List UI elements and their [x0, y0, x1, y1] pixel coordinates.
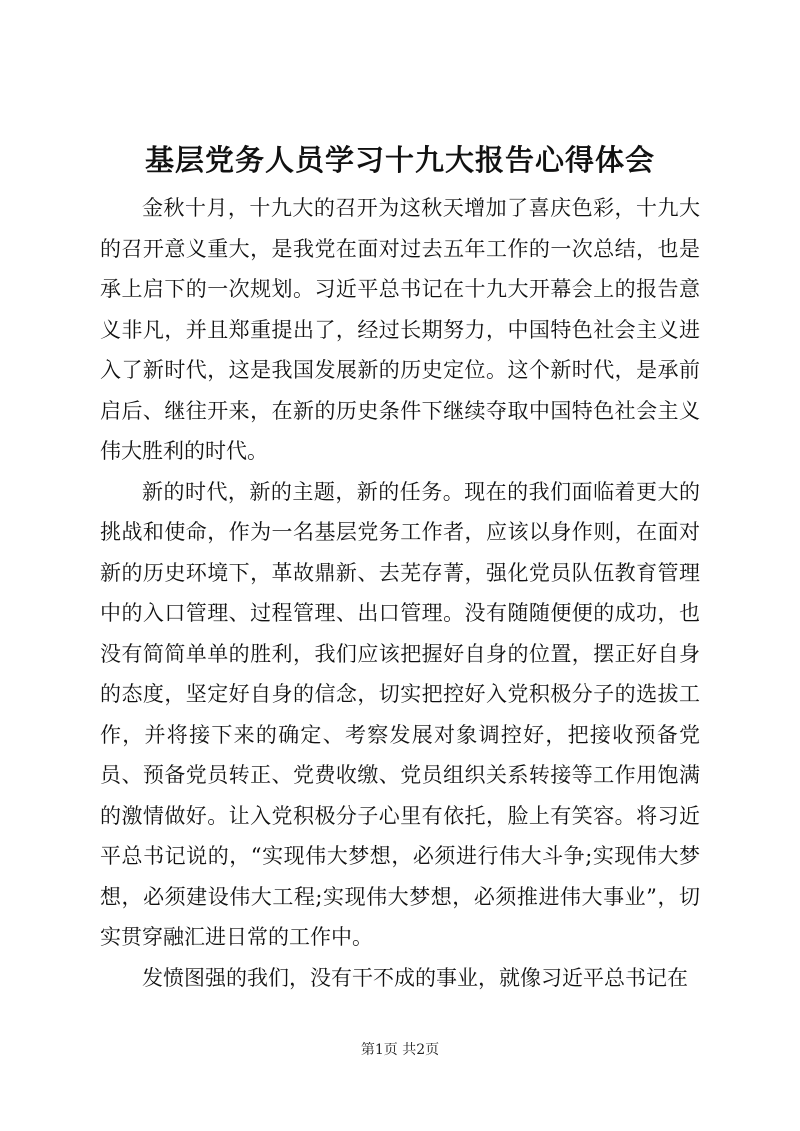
paragraph-3: 发愤图强的我们，没有干不成的事业，就像习近平总书记在	[142, 965, 688, 990]
paragraph-1: 金秋十月，十九大的召开为这秋天增加了喜庆色彩，十九大的召开意义重大，是我党在面对过去五年工作的一次总结，也是承上启下的一次规划。习近平总书记在十九大开幕会上的报告意义非凡，并且郑重提出了，经过长期努力，中国特色社会主义进入了新时代，这是我国发展新的历史定位。这个新时代，是承前启后、继往开来，在新的历史条件下继续夺取中国特色社会主义伟大胜利的时代。	[100, 196, 700, 463]
paragraph-2: 新的时代，新的主题，新的任务。现在的我们面临着更大的挑战和使命，作为一名基层党务工作者，应该以身作则，在面对新的历史环境下，革故鼎新、去芜存菁，强化党员队伍教育管理中的入口管理、过程管理、出口管理。没有随随便便的成功，也没有简简单单的胜利，我们应该把握好自身的位置，摆正好自身的态度，坚定好自身的信念，切实把控好入党积极分子的选拔工作，并将接下来的确定、考察发展对象调控好，把接收预备党员、预备党员转正、党费收缴、党员组织关系转接等工作用饱满的激情做好。让入党积极分子心里有依托，脸上有笑容。将习近平总书记说的，“实现伟大梦想，必须进行伟大斗争;实现伟大梦想，必须建设伟大工程;实现伟大梦想，必须推进伟大事业”，切实贯穿融汇进日常的工作中。	[100, 479, 700, 949]
document-title: 基层党务人员学习十九大报告心得体会	[144, 143, 655, 177]
page-footer: 第1页 共2页	[360, 1042, 440, 1058]
document-body	[100, 188, 700, 998]
